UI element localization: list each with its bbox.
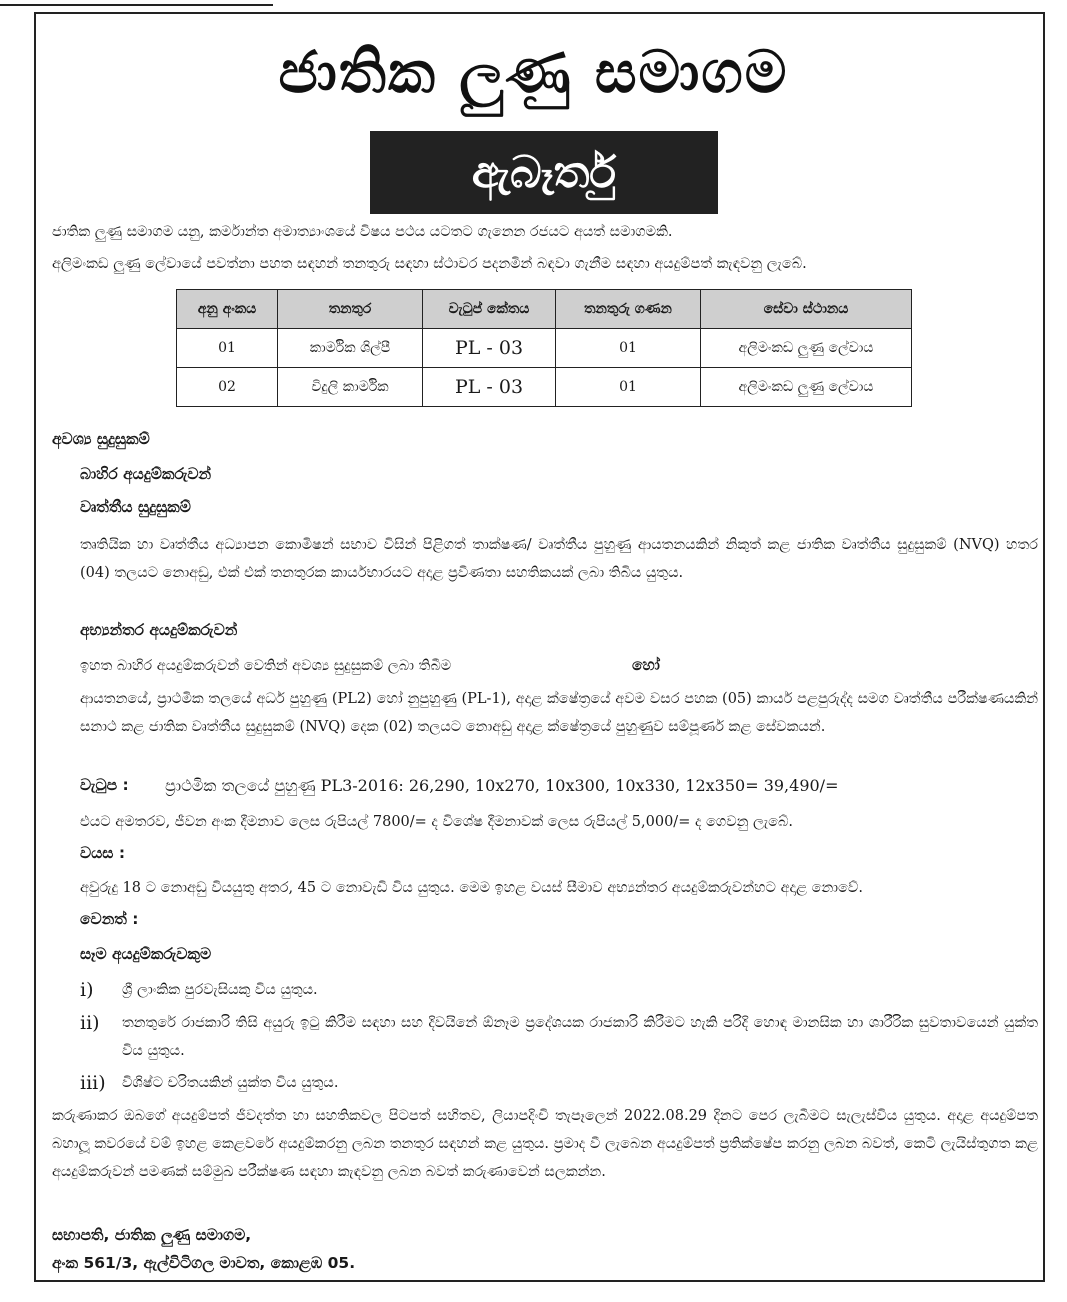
age-label: වයස : xyxy=(80,844,126,862)
vocational-qualifications-text: තෘතියික හා වෘත්තීය අධ්‍යාපන කොමිෂන් සභාව විසින් පිළිගත් තාක්ෂණ/ වෘත්තීය පුහුණු ආයතනයකින් නිකුත් කළ ජාතික වෘත්තීය සුදුසුකම් (NVQ) හතර (04) තලයට නොඅඩු, එක් එක් තනතුරක කාර්යභාරයට අදාළ ප්‍රවීණතා සහතිකයක් ලබා තිබිය යුතුය. xyxy=(80,537,1038,581)
internal-line-1: ඉහත බාහිර අයදුම්කරුවන් වෙතින් අවශ්‍ය සුදුසුකම් ලබා තිබීම xyxy=(80,658,452,674)
salary-label: වැටුප : xyxy=(80,776,129,794)
cell-salary-code: PL - 03 xyxy=(423,329,556,368)
signature-line-2: අංක 561/3, ඇල්විටිගල මාවත, කොළඹ 05. xyxy=(52,1254,356,1272)
list-item-text: තනතුරේ රාජකාරි තිසි අයුරු ඉටු කිරීම සඳහා සහ දිවයිනේ ඕනෑම ප්‍රදේශයක රාජකාරි කිරීමට හැකි පරිදි හොඳ මානසික හා ශාරීරික සුවතාවයෙන් යුක්ත විය යුතුය. xyxy=(122,1015,1038,1059)
closing-paragraph: කරුණාකර ඔබගේ අයදුම්පත් ජීවදත්ත හා සහතිකවල පිටපත් සහිතව, ලියාපදිංචි තැපෑලෙන් 2022.08.29 දිනට පෙර ලැබීමට සැලැස්විය යුතුය. අදාළ අයදුම්පත බහාලූ කවරයේ වම් ඉහළ කෙළවරේ අයදුම්කරනු ලබන තනතුර සඳහන් කළ යුතුය. ප්‍රමාද වී ලැබෙන අයදුම්පත් ප්‍රතික්ෂේප කරනු ලබන බවත්, කෙටි ලැයිස්තුගත කළ අයදුම්කරුවන් පමණක් සම්මුඛ පරීක්ෂණ සඳහා කැඳවනු ලබන බවත් කරුණාවෙන් සලකන්න. xyxy=(52,1108,1038,1180)
internal-applicants-text: ආයතනයේ, ප්‍රාථමික තලයේ අර්ධ පුහුණු (PL2) හෝ නුපුහුණු (PL-1), අදාළ ක්ෂේත්‍රයේ අවම වසර පහක (05) කාර්ය පළපුරුද්ද සමග වෘත්තීය පරීක්ෂණයකින් සනාථ කළ ජාතික වෘත්තීය සුදුසුකම් (NVQ) දෙක (02) තලයට නොඅඩු අදාළ ක්ෂේත්‍රයේ පුහුණුව සම්පූර්ණ කළ සේවකයන්. xyxy=(80,691,1038,735)
col-header-service-place: සේවා ස්ථානය xyxy=(701,290,912,329)
cell-salary-code: PL - 03 xyxy=(423,368,556,407)
cell-service-place: අලිමංකඩ ලුණු ලේවාය xyxy=(701,329,912,368)
cell-post: විදුලි කාර්මික xyxy=(278,368,423,407)
signature-line-1: සභාපති, ජාතික ලුණු සමාගම, xyxy=(52,1226,252,1244)
list-item xyxy=(80,1009,1038,1069)
list-item-text: ශ්‍රී ලාංකික පුරවැසියකු විය යුතුය. xyxy=(122,982,318,998)
list-item-text: විශිෂ්ට චරිතයකින් යුක්ත විය යුතුය. xyxy=(122,1075,339,1091)
top-rule xyxy=(0,0,273,6)
col-header-post: තනතුර xyxy=(278,290,423,329)
cell-service-place: අලිමංකඩ ලුණු ලේවාය xyxy=(701,368,912,407)
salary-allowance: එයට අමතරව, ජීවන අංක දීමනාව ලෙස රුපියල් 7800/= ද විශේෂ දීමනාවක් ලෙස රුපියල් 5,000/= ද ගෙවනු ලැබේ. xyxy=(80,814,794,830)
list-item xyxy=(80,1069,1038,1099)
other-label: වෙනත් : xyxy=(80,910,139,928)
vacancy-table xyxy=(176,289,912,407)
table-row xyxy=(177,368,912,407)
list-item-number: i) xyxy=(80,979,94,1001)
age-text: අවුරුදු 18 ට නොඅඩු වියයුතු අතර, 45 ට නොවැඩි විය යුතුය. මෙම ඉහළ වයස් සීමාව අභ්‍යන්තර අයදුම්කරුවන්හට අදාළ නොවේ. xyxy=(80,880,863,896)
cell-post-count: 01 xyxy=(556,368,701,407)
list-item-number: iii) xyxy=(80,1072,106,1094)
vacancies-banner: ඇබෑර්තු xyxy=(370,131,718,214)
list-item-number: ii) xyxy=(80,1012,100,1034)
list-item xyxy=(80,976,1038,1006)
salary-scale: ප්‍රාථමික තලයේ පුහුණු PL3-2016: 26,290, 10x270, 10x300, 10x330, 12x350= 39,490/= xyxy=(165,776,839,795)
or-word: හෝ xyxy=(632,656,660,674)
vocational-qualifications-heading: වෘත්තීය සුදුසුකම් xyxy=(80,498,191,516)
qualifications-heading: අවශ්‍ය සුදුසුකම් xyxy=(52,430,150,448)
table-header-row xyxy=(177,290,912,329)
col-header-post-count: තනතුරු ගණන xyxy=(556,290,701,329)
cell-post: කාර්මික ශිල්පී xyxy=(278,329,423,368)
col-header-salary-code: වැටුප් කේතය xyxy=(423,290,556,329)
cell-number: 01 xyxy=(177,329,278,368)
all-applicants-heading: සෑම අයදුම්කරුවකුම xyxy=(80,945,212,963)
cell-number: 02 xyxy=(177,368,278,407)
table-row xyxy=(177,329,912,368)
intro-line-2: අලිමංකඩ ලුණු ලේවායේ පවත්නා පහත සඳහන් තනතුරු සඳහා ස්ථාවර පදනමින් බඳවා ගැනීම සඳහා අයදුම්පත් කැඳවනු ලැබේ. xyxy=(52,256,807,272)
col-header-number: අනු අංකය xyxy=(177,290,278,329)
internal-applicants-heading: අභ්‍යන්තර අයදුම්කරුවන් xyxy=(80,621,238,639)
intro-line-1: ජාතික ලුණු සමාගම යනු, කර්මාන්ත අමාත්‍යාංශයේ විෂය පථය යටතට ගැනෙන රජයට අයත් සමාගමකි. xyxy=(52,224,673,240)
external-applicants-heading: බාහිර අයදුම්කරුවන් xyxy=(80,465,212,483)
page-title: ජාතික ලුණු සමාගම xyxy=(278,38,789,106)
cell-post-count: 01 xyxy=(556,329,701,368)
